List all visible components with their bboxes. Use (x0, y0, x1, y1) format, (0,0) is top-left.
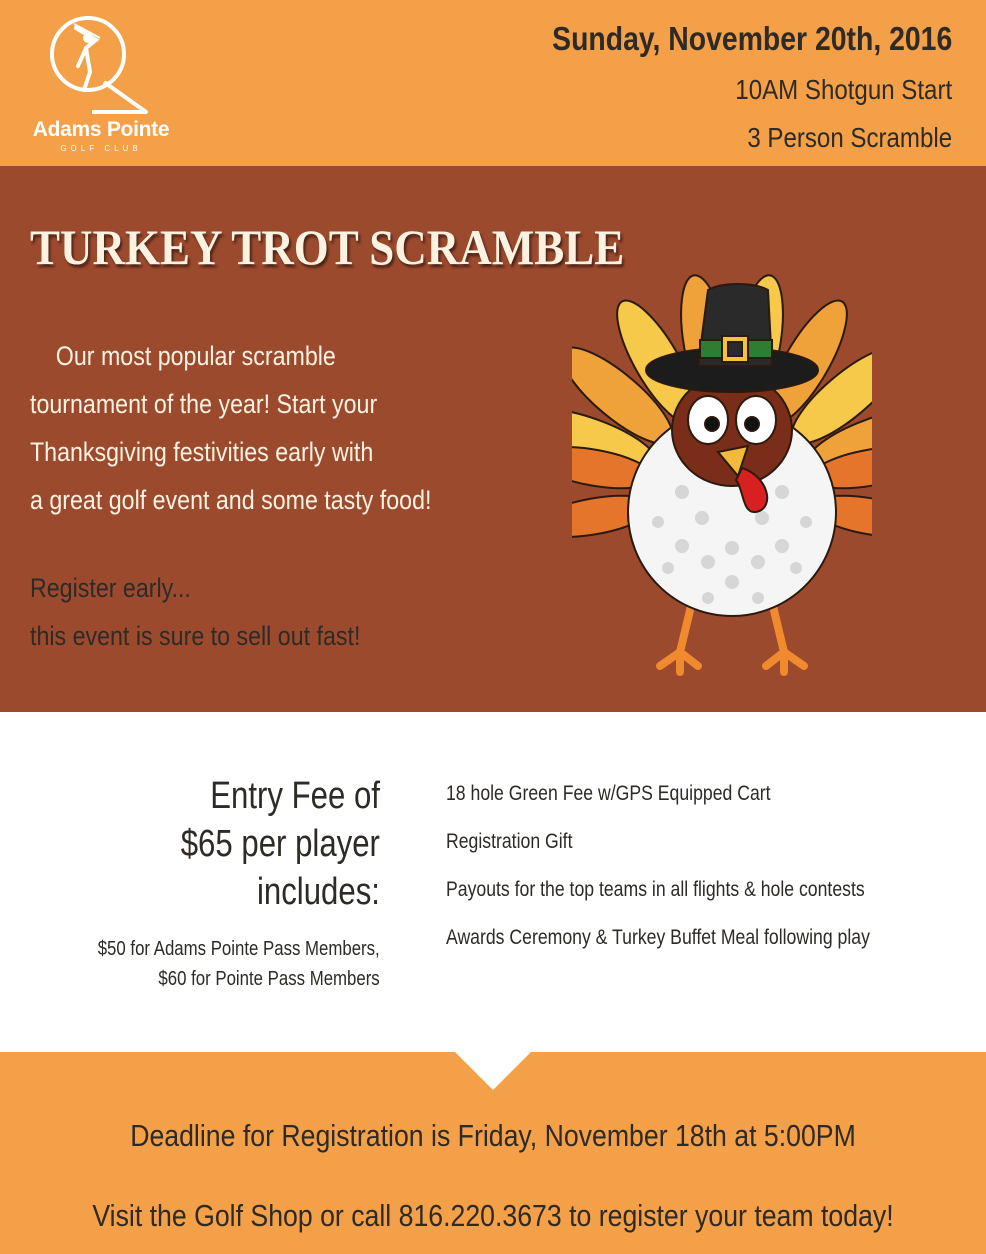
list-item: Payouts for the top teams in all flights & hole contests (446, 878, 865, 901)
description-line: Our most popular scramble (55, 341, 336, 371)
list-item: Awards Ceremony & Turkey Buffet Meal following play (446, 926, 870, 949)
golfer-logo-icon (48, 14, 156, 116)
fee-line: includes: (257, 871, 380, 913)
arrow-notch-icon (455, 1052, 531, 1090)
description-line: tournament of the year! Start your (30, 389, 378, 419)
description-line: Thanksgiving festivities early with (30, 437, 374, 467)
note-line: $60 for Pointe Pass Members (158, 968, 380, 990)
registration-deadline: Deadline for Registration is Friday, November 18th at 5:00PM (130, 1118, 856, 1153)
entry-details (0, 712, 986, 1052)
club-logo (26, 14, 186, 156)
member-pricing-note (44, 934, 380, 994)
note-line: $50 for Adams Pointe Pass Members, (97, 938, 380, 960)
entry-fee-heading (137, 772, 380, 916)
cta-line: this event is sure to sell out fast! (30, 621, 361, 651)
fee-line: Entry Fee of (210, 775, 380, 817)
registration-contact: Visit the Golf Shop or call 816.220.3673 to register your team today! (92, 1198, 894, 1233)
club-subtitle: GOLF CLUB (60, 144, 142, 153)
club-name: Adams Pointe (32, 118, 170, 141)
event-description (30, 332, 590, 524)
event-date: Sunday, November 20th, 2016 (551, 20, 952, 57)
description-line: a great golf event and some tasty food! (30, 485, 432, 515)
includes-list (446, 782, 951, 974)
event-format: 3 Person Scramble (747, 122, 952, 153)
register-early-note (30, 564, 414, 660)
footer-banner (0, 1052, 986, 1254)
list-item: 18 hole Green Fee w/GPS Equipped Cart (446, 782, 771, 805)
fee-line: $65 per player (180, 823, 380, 865)
header-banner (0, 0, 986, 166)
event-start-time: 10AM Shotgun Start (735, 74, 952, 105)
cta-line: Register early... (30, 573, 191, 603)
golf-ball-turkey-icon (572, 262, 872, 682)
list-item: Registration Gift (446, 830, 573, 853)
hero-section (0, 166, 986, 712)
event-title: TURKEY TROT SCRAMBLE (30, 219, 625, 275)
